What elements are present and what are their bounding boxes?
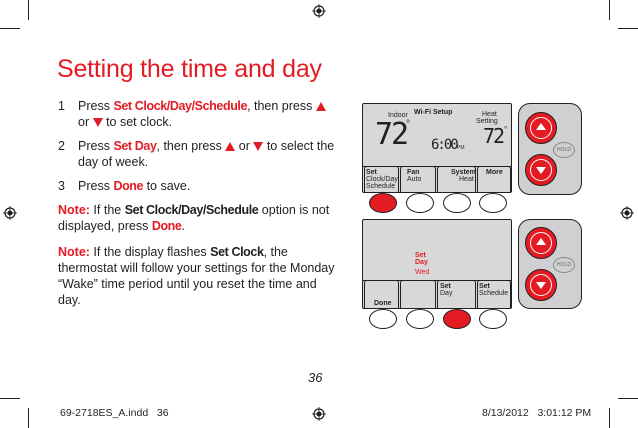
thermostat-screen-1: [362, 103, 512, 193]
keyword: Done: [113, 179, 144, 193]
softkey-more[interactable]: [477, 166, 511, 192]
softkey-label: Done: [374, 300, 392, 307]
note-text: If the display flashes: [89, 245, 211, 259]
keyword: Set Day: [113, 139, 157, 153]
clock-ampm: PM: [457, 145, 465, 151]
up-button[interactable]: [525, 112, 557, 144]
control-panel-1: [518, 103, 582, 195]
step-text: Press: [78, 99, 114, 113]
degree-symbol: °: [406, 119, 410, 130]
step-number: 3: [58, 179, 65, 193]
softkey-set-clock[interactable]: [364, 166, 399, 192]
registration-mark-icon: [312, 4, 326, 18]
note-text: .: [181, 219, 185, 233]
note-2: [58, 244, 336, 308]
softkey-sublabel: Auto: [407, 176, 422, 183]
step-text: to save.: [143, 179, 191, 193]
crop-mark: [609, 0, 610, 20]
note-label: Note:: [58, 245, 90, 259]
step-2: [58, 138, 336, 170]
button-3[interactable]: [443, 193, 471, 213]
crop-mark: [618, 398, 638, 399]
step-text: , then press: [247, 99, 316, 113]
clock-time: 6:00: [431, 137, 457, 153]
down-button[interactable]: [525, 154, 557, 186]
step-number: 1: [58, 99, 65, 113]
footer-timestamp: 8/13/2012 3:01:12 PM: [482, 407, 592, 419]
registration-mark-icon: [620, 206, 634, 220]
up-button[interactable]: [525, 227, 557, 259]
setting-label: Setting: [476, 118, 498, 125]
note-label: Note:: [58, 203, 90, 217]
down-arrow-icon: [253, 142, 263, 151]
softkey-label: Set: [440, 283, 451, 290]
keyword: Set Clock/Day/Schedule: [124, 203, 259, 217]
button-2[interactable]: [406, 309, 434, 329]
up-arrow-icon: [536, 123, 546, 130]
softkey-sublabel: Schedule: [366, 183, 396, 190]
set-temperature: 72: [483, 124, 504, 148]
step-text: or: [235, 139, 254, 153]
step-text: Press: [78, 139, 114, 153]
crop-mark: [0, 28, 20, 29]
step-text: to select the day of week.: [78, 139, 335, 169]
up-arrow-icon: [225, 142, 235, 151]
up-arrow-icon: [536, 238, 546, 245]
softkey-label: More: [486, 169, 503, 176]
softkey-sublabel: Clock/Day: [366, 176, 398, 183]
softkey-label: System: [451, 169, 476, 176]
down-arrow-icon: [93, 118, 103, 127]
softkey-sublabel: Day: [440, 290, 453, 297]
registration-mark-icon: [3, 206, 17, 220]
softkey-sublabel: Heat: [459, 176, 474, 183]
step-text: , then press: [156, 139, 226, 153]
step-text: to set clock.: [102, 115, 173, 129]
set-day-label: Day: [415, 259, 428, 266]
page-title: Setting the time and day: [57, 55, 322, 83]
crop-mark: [0, 398, 20, 399]
button-1[interactable]: [369, 309, 397, 329]
button-4[interactable]: [479, 193, 507, 213]
note-text: , the thermostat will follow your settings for the Monday “Wake” time period until you reset the time and day.: [58, 245, 335, 307]
step-1: [58, 98, 336, 130]
keyword: Set Clock/Day/Schedule: [113, 99, 248, 113]
hold-button[interactable]: HOLD: [553, 257, 575, 273]
footer-filename: 69-2718ES_A.indd 36: [60, 407, 169, 419]
page-number: 36: [308, 370, 323, 385]
crop-mark: [618, 28, 638, 29]
indoor-label: Indoor: [388, 112, 408, 119]
softkey-done[interactable]: [364, 280, 399, 308]
softkey-label: Fan: [407, 169, 420, 176]
control-panel-2: [518, 219, 582, 309]
step-3: [58, 178, 336, 194]
set-day-label: Set: [415, 252, 426, 259]
note-text: option is not displayed, press: [58, 203, 330, 233]
softkey-label: Set: [366, 169, 377, 176]
thermostat-screen-2: [362, 219, 512, 309]
button-1-pressed[interactable]: [369, 193, 397, 213]
keyword: Done: [151, 219, 182, 233]
crop-mark: [609, 408, 610, 428]
wifi-setup-label: Wi-Fi Setup: [414, 109, 453, 116]
down-button[interactable]: [525, 269, 557, 301]
note-text: If the: [89, 203, 125, 217]
step-number: 2: [58, 139, 65, 153]
softkey-sublabel: Schedule: [479, 290, 509, 297]
step-text: or: [78, 115, 93, 129]
button-2[interactable]: [406, 193, 434, 213]
down-arrow-icon: [536, 282, 546, 289]
day-value: Wed: [415, 269, 430, 276]
hold-button[interactable]: HOLD: [553, 142, 575, 158]
instructions: [58, 98, 336, 318]
degree-symbol: °: [504, 125, 508, 134]
button-3-pressed[interactable]: [443, 309, 471, 329]
softkey-fan[interactable]: [400, 166, 436, 192]
softkey-set-day[interactable]: [437, 280, 476, 308]
registration-mark-icon: [312, 407, 326, 421]
keyword: Set Clock: [210, 245, 264, 259]
heat-label: Heat: [482, 111, 497, 118]
softkey-label: Set: [479, 283, 490, 290]
softkey-set-schedule[interactable]: [477, 280, 511, 308]
up-arrow-icon: [316, 102, 326, 111]
crop-mark: [28, 0, 29, 20]
softkey-blank[interactable]: [400, 280, 436, 308]
down-arrow-icon: [536, 167, 546, 174]
softkey-system[interactable]: [437, 166, 476, 192]
crop-mark: [28, 408, 29, 428]
button-4[interactable]: [479, 309, 507, 329]
indoor-temperature: 72: [375, 117, 408, 152]
step-text: Press: [78, 179, 114, 193]
note-1: [58, 202, 336, 234]
